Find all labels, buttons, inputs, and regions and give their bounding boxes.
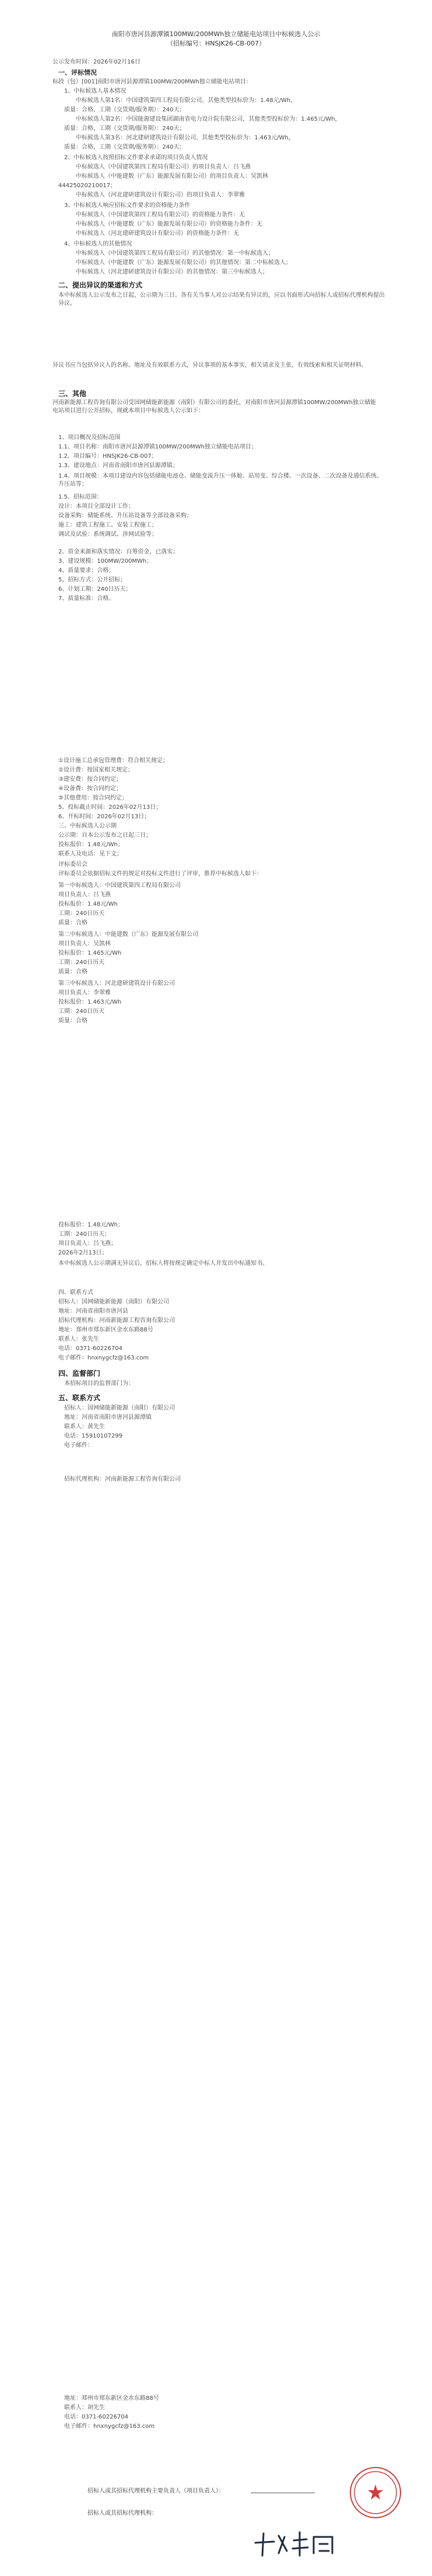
- ev12: 第三中标候选人：河北建研建筑设计有限公司: [58, 980, 175, 987]
- p2-10: 联系人及电话：见下文；: [58, 851, 122, 857]
- p2-2: ②设计费：按国家相关规定；: [58, 767, 134, 773]
- p2-8: 公示期：自本公示发布之日起三日；: [58, 832, 152, 839]
- ev2: 第一中标候选人：中国建筑第四工程局有限公司: [58, 882, 181, 889]
- pm1: 中标候选人（中国建筑第四工程局有限公司）的项目负责人：吕飞燕: [76, 164, 251, 170]
- p3-4: 2026年2月13日；: [58, 1250, 108, 1256]
- q1: 中标候选人（中国建筑第四工程局有限公司）的资格能力条件：无: [76, 212, 245, 218]
- ev4: 投标报价：1.48元/Wh: [58, 901, 118, 907]
- s3-1k: 7、质量标准：合格。: [58, 595, 115, 602]
- ev6: 质量：合格: [58, 920, 87, 926]
- p2-1: ①设计施工总承包管理费：符合相关规定；: [58, 758, 168, 764]
- ev10: 工期：240日历天: [58, 959, 105, 966]
- c-addr: 地址：河南省南阳市唐河县: [58, 1308, 128, 1315]
- c-contact: 联系人：张先生: [58, 1336, 99, 1343]
- ev14: 投标报价：1.463元/Wh: [58, 999, 122, 1005]
- cand1-a: 中标候选人第1名：中国建筑第四工程局有限公司，其他类型投标价为：1.48元/Wh，: [76, 97, 297, 104]
- p3-2: 工期：240日历天；: [58, 1231, 111, 1238]
- section-heading-supervision: 四、监督部门: [58, 1369, 101, 1378]
- f-addr: 地址：河南省南阳市唐河县源潭镇: [64, 1414, 152, 1421]
- pm2-a: 中标候选人（中能建数（广东）能源发展有限公司）的项目负责人：吴凯林: [76, 173, 268, 180]
- cand1-b: 质量：合格，工期（交货期/服务期）：240天；: [64, 107, 185, 113]
- q2: 中标候选人（中能建数（广东）能源发展有限公司）的资格能力条件：无: [76, 221, 262, 227]
- seal-icon: [351, 2468, 400, 2517]
- publish-date: 公示发布时间：2026年02月16日: [52, 59, 141, 65]
- s3-1c: 1.3、建设地点：河南省南阳市唐河县源潭镇；: [58, 462, 178, 469]
- p2-9: 投标报价：1.48元/Wh；: [58, 842, 124, 848]
- section-heading-3: 三、其他: [58, 390, 87, 398]
- s1-3: 3、中标候选人响应招标文件要求的资格能力条件: [64, 202, 191, 209]
- cand2-a: 中标候选人第2名：中国能源建设集团湖南省电力设计院有限公司，其他类型投标价为：1.465元/Wh，: [76, 116, 341, 122]
- p3-3: 项目负责人：吕飞燕；: [58, 1240, 117, 1247]
- c-phone: 电话：0371-60226704: [58, 1345, 122, 1352]
- ev3: 项目负责人：吕飞燕: [58, 892, 111, 898]
- p3-1: 投标报价：1.48元/Wh；: [58, 1222, 124, 1228]
- o3: 中标候选人（河北建研建筑设计有限公司）的其他情况：第三中标候选人；: [76, 269, 268, 275]
- s3-1f: 2、资金来源和落实情况：自筹资金，已落实；: [58, 549, 179, 555]
- q3: 中标候选人（河北建研建筑设计有限公司）的资格能力条件：无: [76, 230, 239, 237]
- handwritten-signature: [251, 2525, 344, 2564]
- s2-body: 本中标候选人公示发布之日起，公示期为三日。各有关当事人对公示结果有异议的，应以书面形式向招标人或招标代理机构提出异议。: [58, 292, 385, 307]
- p2-3: ③建安费：按合同约定；: [58, 776, 122, 783]
- ev7: 第二中标候选人：中能建数（广东）能源发展有限公司: [58, 931, 198, 938]
- ev8: 项目负责人：吴凯林: [58, 941, 111, 947]
- s1-2: 2、中标候选人按照招标文件要求承诺的项目负责人情况: [64, 155, 208, 161]
- s3-1e: 1.5、招标范围：: [58, 494, 103, 500]
- section-heading-2: 二、提出异议的渠道和方式: [58, 281, 143, 289]
- doc-subtitle: （招标编号：HNSJK26-CB-007）: [166, 40, 266, 47]
- f-email: 电子邮件：: [64, 1442, 93, 1449]
- s3-1i: 5、招标方式：公开招标；: [58, 577, 127, 583]
- doc-title: 南阳市唐河县源潭镇100MW/200MWh独立储能电站项目中标候选人公示: [111, 30, 321, 38]
- pm3: 中标候选人（河北建研建筑设计有限公司）的项目负责人：李翠雅: [76, 192, 245, 198]
- s3-1a: 1.1、项目名称：南阳市唐河县源潭镇100MW/200MWh独立储能电站项目；: [58, 444, 257, 450]
- s3-1d: 1.4、项目规模：本项目建设内容包括储能电池仓、储能变流升压一体舱、站用变、综合楼、一次设备、二次设备及通信系统、升压站等；: [58, 473, 382, 488]
- s1-4: 4、中标候选人的其他情况: [64, 241, 132, 247]
- s3-1g: 3、建设规模：100MW/200MWh；: [58, 558, 153, 565]
- section-heading-contact: 五、联系方式: [58, 1394, 101, 1402]
- signature-line-2: 招标人或其招标代理机构：: [87, 2510, 157, 2517]
- ev-heading: 评标委员会: [58, 861, 87, 868]
- c-tenderee: 招标人：国网储能新能源（南阳）有限公司: [58, 1299, 169, 1305]
- signature-line-1: 招标人或其招标代理机构主要负责人（项目负责人）：: [87, 2488, 224, 2494]
- g-contact: 联系人：胡先生: [64, 2405, 105, 2411]
- s2-body-2: 异议书应当包括异议人的名称、地址及有效联系方式，异议事项的基本事实，相关请求及主张，有效线索和相关证明材料。: [52, 362, 367, 369]
- cand3-a: 中标候选人第3名：河北建研建筑设计有限公司，其他类型投标价为：1.463元/Wh，: [76, 135, 294, 141]
- p3-5: 本中标候选人公示期满无异议后，招标人将按规定确定中标人并发出中标通知书。: [58, 1260, 268, 1267]
- s3-1j: 6、计划工期：240日历天；: [58, 586, 132, 593]
- ev13: 项目负责人：李翠雅: [58, 990, 111, 996]
- g-email: 电子邮件：hnxnygcfz@163.com: [64, 2423, 155, 2430]
- p2-h: 三、中标候选人公示期: [58, 823, 117, 829]
- scope2: 设备采购：储能系统、升压站设备等全部设备采购；: [58, 513, 192, 519]
- s3-1: 1、项目概况及招标范围: [58, 434, 121, 441]
- o1: 中标候选人（中国建筑第四工程局有限公司）的其他情况：第一中标候选人；: [76, 250, 274, 257]
- scope3: 施工：建筑工程施工、安装工程施工；: [58, 522, 157, 528]
- o2: 中标候选人（中能建数（广东）能源发展有限公司）的其他情况：第二中标候选人；: [76, 260, 291, 266]
- cand3-b: 质量：合格，工期（交货期/服务期）：240天；: [64, 144, 185, 150]
- p2-4: ④设备费：按合同约定；: [58, 786, 122, 792]
- ev1: 评标委员会依据招标文件的规定对投标文件进行了评审，推荐中标候选人如下：: [58, 871, 262, 877]
- pm2-b: 44425020210017；: [58, 183, 117, 189]
- f-agent: 招标代理机构：河南新能源工程咨询有限公司: [64, 1476, 181, 1482]
- p2-6: 5、投标截止时间：2026年02月13日；: [58, 804, 162, 811]
- ev16: 质量：合格: [58, 1018, 87, 1024]
- ev11: 质量：合格: [58, 969, 87, 975]
- ev9: 投标报价：1.465元/Wh: [58, 950, 122, 956]
- p2-5: ⑤其他费用：按合同约定；: [58, 795, 128, 801]
- cand2-b: 质量：合格，工期（交货期/服务期）：240天；: [64, 125, 185, 132]
- g-addr: 地址：郑州市郑东新区金水东路88号: [64, 2395, 159, 2402]
- ev15: 工期：240日历天: [58, 1008, 105, 1015]
- g-phone: 电话：0371-60226704: [64, 2414, 128, 2420]
- s3-intro: 河南新能源工程咨询有限公司受国网储能新能源（南阳）有限公司的委托，对南阳市唐河县源潭镇100MW/200MWh独立储能电站项目进行公开招标，现就本项目中标候选人公示如下：: [52, 399, 376, 414]
- c-agent: 招标代理机构：河南新能源工程咨询有限公司: [58, 1317, 175, 1324]
- s4-contact: 四、联系方式: [58, 1289, 93, 1296]
- f-tenderee: 招标人：国网储能新能源（南阳）有限公司: [64, 1405, 175, 1411]
- f-phone: 电话：15910107299: [64, 1433, 122, 1439]
- section-heading-1: 一、评标情况: [58, 69, 97, 76]
- s1-1: 1、中标候选人基本情况: [64, 88, 127, 94]
- signature-icon: [251, 2525, 344, 2560]
- s3-1b: 1.2、项目编号：HNSJK26-CB-007；: [58, 453, 157, 460]
- f-contact: 联系人：黄先生: [64, 1424, 105, 1430]
- scope1: 设计：本项目全部设计工作；: [58, 503, 134, 510]
- scope4: 调试及试验：系统调试、涉网试验等；: [58, 531, 157, 538]
- s3-1h: 4、质量要求：合格；: [58, 567, 115, 574]
- official-seal-stamp: [350, 2467, 401, 2518]
- c-agent-addr: 地址：郑州市郑东新区金水东路88号: [58, 1327, 153, 1333]
- ev5: 工期：240日历天: [58, 910, 105, 917]
- s1-intro: 标段（包）[001]南阳市唐河县源潭镇100MW/200MWh独立储能电站项目：: [52, 79, 252, 85]
- c-email: 电子邮件：hnxnygcfz@163.com: [58, 1355, 149, 1361]
- p2-7: 6、开标时间：2026年02月13日；: [58, 814, 150, 820]
- s5-body: 本招标项目的监督部门为：: [64, 1380, 134, 1387]
